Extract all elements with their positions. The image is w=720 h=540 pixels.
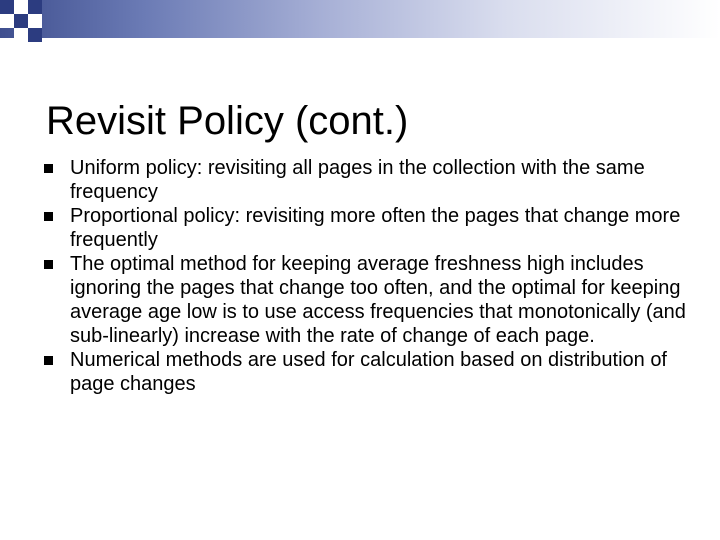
- bullet-text: Numerical methods are used for calculation based on distribution of page changes: [70, 349, 667, 395]
- slide-title: Revisit Policy (cont.): [46, 98, 409, 143]
- header-decoration-bar: [0, 0, 720, 38]
- decoration-tile: [14, 14, 28, 28]
- decoration-tile: [0, 0, 14, 14]
- bullet-item: [44, 204, 694, 252]
- square-bullet-icon: [44, 356, 53, 365]
- square-bullet-icon: [44, 212, 53, 221]
- decoration-tile: [0, 14, 14, 28]
- bullet-text: The optimal method for keeping average freshness high includes ignoring the pages that change too often, and the optimal for keeping average age low is to use access frequencies that monotonically (and sub-linearly) increase with the rate of change of each page.: [70, 253, 686, 347]
- decoration-tile: [14, 0, 28, 14]
- decoration-tile: [28, 28, 42, 42]
- bullet-item: [44, 156, 694, 204]
- bullet-text: Proportional policy: revisiting more often the pages that change more frequently: [70, 205, 681, 251]
- bullet-list: [44, 156, 694, 396]
- bullet-item: [44, 348, 694, 396]
- decoration-tile: [14, 28, 28, 42]
- bullet-text: Uniform policy: revisiting all pages in the collection with the same frequency: [70, 157, 645, 203]
- decoration-tile: [28, 14, 42, 28]
- decoration-tile: [28, 0, 42, 14]
- square-bullet-icon: [44, 260, 53, 269]
- bullet-item: [44, 252, 694, 348]
- square-bullet-icon: [44, 164, 53, 173]
